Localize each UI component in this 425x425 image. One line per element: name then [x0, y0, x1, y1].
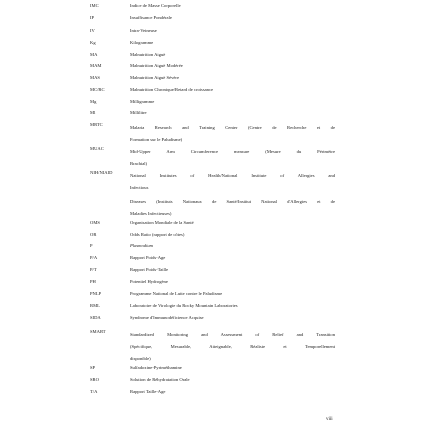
abbreviation-row	[90, 255, 335, 261]
abbreviation-row	[90, 279, 335, 285]
abbreviation-term: SIDA	[90, 315, 101, 320]
abbreviation-row	[90, 303, 335, 309]
abbreviation-row	[90, 389, 335, 395]
abbreviation-row	[90, 220, 335, 226]
definition-line: Malnutrition Aiguë Modérée	[130, 63, 183, 68]
abbreviation-definition	[130, 75, 335, 81]
abbreviation-term: OR	[90, 232, 97, 237]
abbreviation-definition	[130, 279, 335, 285]
abbreviation-row	[90, 99, 335, 105]
definition-line: (Spécifique, Mesurable, Atteignable, Réaliste et Temporellement	[130, 344, 335, 349]
abbreviation-row	[90, 365, 335, 371]
definition-line: Diseases (Instituts Nationaux de Santé/Institut National d'Allergies et de	[130, 199, 335, 204]
definition-line: disponible)	[130, 356, 151, 361]
abbreviation-definition	[130, 196, 335, 220]
abbreviation-definition	[130, 291, 335, 297]
abbreviation-definition	[130, 377, 335, 383]
abbreviation-term: MAM	[90, 63, 102, 68]
abbreviation-term: MAS	[90, 75, 100, 80]
abbreviation-row	[90, 146, 335, 170]
abbreviation-row	[90, 232, 335, 238]
definition-line: Standardized Monitoring and Assessment of Relief and Transition	[130, 332, 335, 337]
abbreviation-definition	[130, 146, 335, 170]
abbreviation-definition	[130, 389, 335, 395]
abbreviation-term: SP	[90, 365, 96, 370]
definition-line: Laboratoire de Virologie du Rocky Mountain Laboratories	[130, 303, 238, 308]
abbreviation-row	[90, 170, 335, 194]
definition-line: Kilogramme	[130, 40, 154, 45]
abbreviation-definition	[130, 303, 335, 309]
abbreviation-term: PH	[90, 279, 96, 284]
abbreviation-definition	[130, 267, 335, 273]
abbreviation-term: SMART	[90, 329, 106, 334]
definition-line: Malnutrition Aiguë	[130, 52, 166, 57]
abbreviation-term: MA	[90, 52, 98, 57]
abbreviation-term: NIH/NIAID	[90, 170, 113, 175]
abbreviation-term: MC/RC	[90, 87, 105, 92]
abbreviation-definition	[130, 52, 335, 58]
abbreviation-term: PNLP	[90, 291, 102, 296]
abbreviation-definition	[130, 63, 335, 69]
definition-line: Sulfadoxine-Pyriméthamine	[130, 365, 182, 370]
abbreviation-definition	[130, 232, 335, 238]
abbreviation-term: P/A	[90, 255, 98, 260]
definition-line: Organisation Mondiale de la Santé	[130, 220, 194, 225]
abbreviation-row	[90, 87, 335, 93]
definition-line: Odds Ratio (rapport de côtes)	[130, 232, 185, 237]
definition-line: Insuffisance Pondérale	[130, 15, 172, 20]
definition-line: Malnutrition Chronique/Retard de croissance	[130, 87, 214, 92]
abbreviation-term: MRTC	[90, 122, 103, 127]
definition-line: Syndrome d'Immunodéficience Acquise	[130, 315, 204, 320]
abbreviation-term: P/T	[90, 267, 97, 272]
page-number: viii	[326, 417, 333, 422]
definition-line: Brachial)	[130, 161, 148, 166]
abbreviation-term: Kg	[90, 40, 96, 45]
definition-line: Infectious	[130, 185, 149, 190]
definition-line: Plasmodium	[130, 243, 153, 248]
abbreviation-term: RML	[90, 303, 100, 308]
abbreviation-term: OMS	[90, 220, 100, 225]
abbreviation-definition	[130, 15, 335, 21]
abbreviation-definition	[130, 220, 335, 226]
abbreviation-term: IV	[90, 28, 95, 33]
definition-line: National Institutes of Health/National Institute of Allergies and	[130, 173, 335, 178]
definition-line: Millilitre	[130, 110, 147, 115]
abbreviation-row	[90, 15, 335, 21]
definition-line: Rapport Poids-Age	[130, 255, 166, 260]
definition-line: Maladies Infectieuses)	[130, 211, 172, 216]
abbreviation-term: Mg	[90, 99, 97, 104]
definition-line: Programme National de Lutte contre le Paludisme	[130, 291, 223, 296]
abbreviation-row	[90, 243, 335, 249]
definition-line: Milligramme	[130, 99, 155, 104]
abbreviation-definition	[130, 365, 335, 371]
abbreviation-definition	[130, 122, 335, 146]
abbreviation-row	[90, 291, 335, 297]
definition-line: Rapport Taille-Age	[130, 389, 166, 394]
abbreviation-definition	[130, 170, 335, 194]
definition-line: Intra-Veineuse	[130, 28, 157, 33]
abbreviation-row	[90, 267, 335, 273]
abbreviation-term: IMC	[90, 3, 99, 8]
definition-line: Potentiel Hydrogène	[130, 279, 168, 284]
abbreviation-term: IP	[90, 15, 95, 20]
abbreviation-definition	[130, 3, 335, 9]
abbreviation-term: P	[90, 243, 93, 248]
definition-line: Malaria Research and Training Center (Centre de Recherche et de	[130, 125, 335, 130]
abbreviation-definition	[130, 243, 335, 249]
abbreviation-row	[90, 315, 335, 321]
abbreviation-row	[90, 40, 335, 46]
abbreviation-row	[90, 122, 335, 146]
definition-line: Malnutrition Aiguë Sévère	[130, 75, 179, 80]
abbreviation-definition	[130, 315, 335, 321]
abbreviation-row	[90, 52, 335, 58]
abbreviation-definition	[130, 110, 335, 116]
abbreviation-term: SRO	[90, 377, 99, 382]
abbreviation-row	[90, 3, 335, 9]
abbreviation-row	[90, 329, 335, 365]
abbreviation-term: MUAC	[90, 146, 104, 151]
abbreviation-definition	[130, 99, 335, 105]
abbreviation-row	[90, 377, 335, 383]
definition-line: Mid-Upper Arm Circumference measure (Mesure du Périmètre	[130, 149, 335, 154]
definition-line: Indice de Masse Corporelle	[130, 3, 181, 8]
abbreviation-term: Ml	[90, 110, 96, 115]
abbreviation-definition	[130, 40, 335, 46]
definition-line: Solution de Réhydratation Orale	[130, 377, 190, 382]
abbreviation-row	[90, 196, 335, 220]
abbreviation-definition	[130, 329, 335, 365]
definition-line: Formation sur le Paludisme)	[130, 137, 183, 142]
abbreviation-row	[90, 63, 335, 69]
abbreviation-term: T/A	[90, 389, 98, 394]
abbreviation-definition	[130, 255, 335, 261]
definition-line: Rapport Poids-Taille	[130, 267, 169, 272]
abbreviation-row	[90, 110, 335, 116]
abbreviation-row	[90, 28, 335, 34]
abbreviation-definition	[130, 87, 335, 93]
abbreviation-row	[90, 75, 335, 81]
abbreviation-definition	[130, 28, 335, 34]
